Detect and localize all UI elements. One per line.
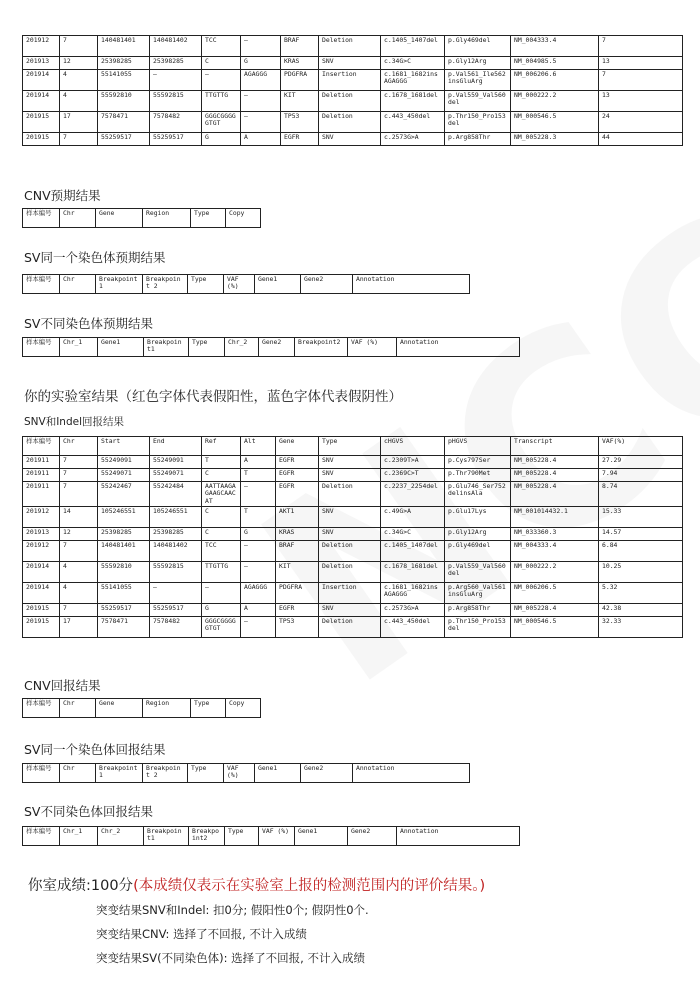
table-cell: G: [202, 133, 241, 146]
col-header: Gene2: [259, 338, 295, 357]
table-cell: c.1678_1681del: [381, 562, 445, 583]
table-cell: p.Gly469del: [445, 36, 511, 57]
table-row: [23, 70, 683, 91]
table-cell: 6.84: [599, 541, 683, 562]
table-cell: 55242484: [150, 482, 202, 507]
table-cell: G: [241, 528, 276, 541]
table-cell: NM_005228.3: [511, 133, 599, 146]
sv-diff-report-heading: SV不同染色体回报结果: [24, 804, 153, 819]
table-cell: p.Gly12Arg: [445, 57, 511, 70]
table-cell: 55259517: [98, 133, 150, 146]
table-cell: —: [241, 482, 276, 507]
col-header: Breakpoint2: [295, 338, 348, 357]
table-cell: PDGFRA: [276, 583, 319, 604]
table-cell: G: [241, 57, 281, 70]
table-cell: 201915: [23, 617, 60, 638]
col-header: VAF (%): [259, 827, 295, 846]
table-cell: 201912: [23, 541, 60, 562]
table-cell: PDGFRA: [281, 70, 319, 91]
table-cell: 7578471: [98, 617, 150, 638]
snv-indel-report-heading: SNV和Indel回报结果: [24, 416, 124, 428]
table-cell: p.Gly469del: [445, 541, 511, 562]
col-header: Type: [188, 764, 224, 783]
table-cell: 201912: [23, 507, 60, 528]
table-cell: —: [241, 112, 281, 133]
col-header: 样本编号: [23, 437, 60, 456]
table-cell: EGFR: [281, 133, 319, 146]
table-cell: NM_005228.4: [511, 469, 599, 482]
cnv-expected-table: [22, 208, 261, 228]
table-cell: —: [202, 583, 241, 604]
col-header: Region: [143, 699, 191, 718]
col-header: Chr: [60, 209, 96, 228]
table-cell: 140481401: [98, 541, 150, 562]
table-cell: NM_005228.4: [511, 482, 599, 507]
table-cell: Insertion: [319, 583, 381, 604]
table-cell: EGFR: [276, 469, 319, 482]
col-header: 样本编号: [23, 275, 60, 294]
table-cell: p.Glu746_Ser752delinsAla: [445, 482, 511, 507]
table-cell: 7: [60, 469, 98, 482]
col-header: VAF (%): [224, 275, 255, 294]
sv-diff-expected-header-row: [23, 338, 520, 357]
table-cell: 105246551: [98, 507, 150, 528]
table-cell: GGGCGGGGGTGT: [202, 112, 241, 133]
table-cell: —: [241, 91, 281, 112]
col-header: Type: [319, 437, 381, 456]
table-cell: 7: [60, 541, 98, 562]
table-cell: 7: [599, 70, 683, 91]
table-cell: T: [241, 507, 276, 528]
table-cell: AGAGGG: [241, 583, 276, 604]
table-cell: 201915: [23, 604, 60, 617]
score-label: 你室成绩:100分: [28, 878, 134, 894]
table-cell: 25398285: [98, 528, 150, 541]
col-header: Chr: [60, 764, 96, 783]
table-row: [23, 36, 683, 57]
sv-same-report-table: [22, 763, 470, 783]
table-cell: 55249071: [150, 469, 202, 482]
col-header: Chr_2: [98, 827, 144, 846]
table-cell: 42.38: [599, 604, 683, 617]
lab-results-heading: 你的实验室结果（红色字体代表假阳性，蓝色字体代表假阴性）: [24, 389, 402, 405]
sv-diff-report-header-row: [23, 827, 520, 846]
table-cell: Deletion: [319, 112, 381, 133]
table-row: [23, 528, 683, 541]
table-row: [23, 604, 683, 617]
table-cell: 140481402: [150, 541, 202, 562]
table-cell: 201913: [23, 528, 60, 541]
col-header: Type: [191, 209, 226, 228]
table-cell: T: [202, 456, 241, 469]
table-cell: SNV: [319, 133, 381, 146]
lab-score: [28, 874, 485, 895]
col-header: Type: [189, 338, 225, 357]
table-cell: AKT1: [276, 507, 319, 528]
table-cell: NM_004985.5: [511, 57, 599, 70]
sv-same-expected-header-row: [23, 275, 470, 294]
col-header: Annotation: [353, 764, 470, 783]
col-header: 样本编号: [23, 209, 60, 228]
snv-expected-table: [22, 35, 683, 146]
table-cell: Deletion: [319, 482, 381, 507]
table-cell: 55242467: [98, 482, 150, 507]
table-cell: TCC: [202, 36, 241, 57]
table-cell: EGFR: [276, 456, 319, 469]
col-header: Region: [143, 209, 191, 228]
table-cell: BRAF: [276, 541, 319, 562]
table-cell: —: [150, 583, 202, 604]
col-header: 样本编号: [23, 699, 60, 718]
table-row: [23, 91, 683, 112]
table-cell: 55259517: [150, 604, 202, 617]
table-cell: NM_005228.4: [511, 604, 599, 617]
table-cell: 7.94: [599, 469, 683, 482]
table-row: [23, 57, 683, 70]
table-cell: 14: [60, 507, 98, 528]
table-cell: Deletion: [319, 541, 381, 562]
cnv-report-heading: CNV回报结果: [24, 678, 101, 693]
table-cell: TP53: [276, 617, 319, 638]
col-header: cHGVS: [381, 437, 445, 456]
table-cell: 5.32: [599, 583, 683, 604]
table-cell: 7: [599, 36, 683, 57]
table-cell: p.Arg858Thr: [445, 604, 511, 617]
col-header: Chr: [60, 699, 96, 718]
col-header: Alt: [241, 437, 276, 456]
sv-diff-expected-table: [22, 337, 520, 357]
table-cell: 25398285: [98, 57, 150, 70]
col-header: Breakpoint1: [144, 827, 189, 846]
table-row: [23, 469, 683, 482]
col-header: 样本编号: [23, 827, 60, 846]
table-cell: SNV: [319, 456, 381, 469]
table-cell: 55141055: [98, 583, 150, 604]
col-header: Copy: [226, 209, 261, 228]
table-cell: 32.33: [599, 617, 683, 638]
col-header: Type: [225, 827, 259, 846]
table-cell: 55592815: [150, 562, 202, 583]
table-cell: 7578482: [150, 112, 202, 133]
table-cell: NM_004333.4: [511, 541, 599, 562]
table-cell: NM_001014432.1: [511, 507, 599, 528]
table-cell: KIT: [281, 91, 319, 112]
col-header: Gene2: [301, 275, 353, 294]
table-cell: c.1405_1407del: [381, 541, 445, 562]
col-header: Ref: [202, 437, 241, 456]
table-cell: 105246551: [150, 507, 202, 528]
table-cell: KRAS: [276, 528, 319, 541]
table-cell: C: [202, 57, 241, 70]
sv-same-expected-table: [22, 274, 470, 294]
table-cell: KIT: [276, 562, 319, 583]
table-cell: AATTAAGAGAAGCAACAT: [202, 482, 241, 507]
table-cell: 12: [60, 57, 98, 70]
table-cell: G: [202, 604, 241, 617]
col-header: 样本编号: [23, 338, 60, 357]
table-cell: NM_000222.2: [511, 562, 599, 583]
table-cell: c.2573G>A: [381, 604, 445, 617]
col-header: Type: [188, 275, 224, 294]
table-cell: 4: [60, 562, 98, 583]
col-header: Breakpoint 2: [143, 275, 188, 294]
table-cell: KRAS: [281, 57, 319, 70]
table-cell: p.Thr150_Pro153del: [445, 617, 511, 638]
table-cell: Deletion: [319, 36, 381, 57]
table-cell: NM_004333.4: [511, 36, 599, 57]
table-cell: 15.33: [599, 507, 683, 528]
table-cell: c.443_450del: [381, 617, 445, 638]
col-header: Annotation: [353, 275, 470, 294]
table-cell: TTGTTG: [202, 91, 241, 112]
table-cell: p.Val561_Ile562insGluArg: [445, 70, 511, 91]
table-cell: Deletion: [319, 91, 381, 112]
table-cell: 17: [60, 617, 98, 638]
sv-diff-report-table: [22, 826, 520, 846]
table-cell: TCC: [202, 541, 241, 562]
snv-report-table: [22, 436, 683, 638]
table-row: [23, 562, 683, 583]
table-cell: 201911: [23, 456, 60, 469]
table-cell: 8.74: [599, 482, 683, 507]
table-cell: c.2573G>A: [381, 133, 445, 146]
table-cell: 55259517: [98, 604, 150, 617]
table-row: [23, 507, 683, 528]
table-cell: p.Arg560_Val561insGluArg: [445, 583, 511, 604]
col-header: Transcript: [511, 437, 599, 456]
table-cell: c.2237_2254del: [381, 482, 445, 507]
table-cell: Deletion: [319, 617, 381, 638]
table-cell: c.49G>A: [381, 507, 445, 528]
col-header: Annotation: [397, 827, 520, 846]
table-cell: 55592810: [98, 562, 150, 583]
table-row: [23, 482, 683, 507]
table-cell: A: [241, 133, 281, 146]
table-cell: 55592810: [98, 91, 150, 112]
table-cell: NM_000546.5: [511, 112, 599, 133]
col-header: 样本编号: [23, 764, 60, 783]
table-cell: c.1681_1682insAGAGGG: [381, 70, 445, 91]
table-cell: NM_033360.3: [511, 528, 599, 541]
table-cell: GGGCGGGGGTGT: [202, 617, 241, 638]
table-cell: 25398285: [150, 57, 202, 70]
table-cell: A: [241, 604, 276, 617]
table-cell: A: [241, 456, 276, 469]
sv-same-report-header-row: [23, 764, 470, 783]
table-cell: SNV: [319, 528, 381, 541]
table-cell: 201913: [23, 57, 60, 70]
score-line-sv: 突变结果SV(不同染色体): 选择了不回报, 不计入成绩: [96, 951, 365, 965]
col-header: End: [150, 437, 202, 456]
col-header: Chr_2: [225, 338, 259, 357]
table-cell: p.Thr150_Pro153del: [445, 112, 511, 133]
table-cell: NM_006206.5: [511, 583, 599, 604]
table-cell: C: [202, 507, 241, 528]
col-header: Gene: [96, 209, 143, 228]
table-cell: EGFR: [276, 604, 319, 617]
col-header: Chr: [60, 275, 96, 294]
col-header: Gene: [96, 699, 143, 718]
col-header: VAF (%): [224, 764, 255, 783]
table-cell: 201911: [23, 482, 60, 507]
col-header: Gene1: [98, 338, 144, 357]
table-cell: 201912: [23, 36, 60, 57]
col-header: Copy: [226, 699, 261, 718]
table-row: [23, 583, 683, 604]
table-cell: —: [241, 36, 281, 57]
col-header: Chr_1: [60, 827, 98, 846]
table-cell: 7: [60, 36, 98, 57]
table-cell: 7: [60, 604, 98, 617]
table-cell: SNV: [319, 604, 381, 617]
table-cell: 55249071: [98, 469, 150, 482]
table-cell: p.Thr790Met: [445, 469, 511, 482]
col-header: Breakpoint 1: [96, 275, 143, 294]
col-header: Gene2: [301, 764, 353, 783]
table-cell: NM_005228.4: [511, 456, 599, 469]
table-cell: p.Gly12Arg: [445, 528, 511, 541]
table-row: [23, 112, 683, 133]
cnv-report-table: [22, 698, 261, 718]
table-cell: 27.29: [599, 456, 683, 469]
table-cell: p.Cys797Ser: [445, 456, 511, 469]
table-cell: T: [241, 469, 276, 482]
snv-report-header-row: [23, 437, 683, 456]
table-cell: 55249091: [150, 456, 202, 469]
table-cell: C: [202, 469, 241, 482]
table-cell: C: [202, 528, 241, 541]
cnv-expected-header-row: [23, 209, 261, 228]
col-header: Annotation: [397, 338, 520, 357]
col-header: Type: [191, 699, 226, 718]
table-cell: p.Arg858Thr: [445, 133, 511, 146]
table-cell: 201911: [23, 469, 60, 482]
score-note: (本成绩仅表示在实验室上报的检测范围内的评价结果。): [133, 878, 486, 894]
col-header: Chr: [60, 437, 98, 456]
col-header: Start: [98, 437, 150, 456]
table-cell: AGAGGG: [241, 70, 281, 91]
col-header: pHGVS: [445, 437, 511, 456]
table-cell: c.1405_1407del: [381, 36, 445, 57]
col-header: Gene2: [348, 827, 397, 846]
sv-diff-expected-heading: SV不同染色体预期结果: [24, 316, 153, 331]
table-row: [23, 456, 683, 469]
table-cell: 55592815: [150, 91, 202, 112]
table-cell: c.34G>C: [381, 57, 445, 70]
table-cell: p.Val559_Val560del: [445, 91, 511, 112]
table-cell: —: [150, 70, 202, 91]
table-cell: 24: [599, 112, 683, 133]
col-header: Chr_1: [60, 338, 98, 357]
table-cell: 7: [60, 133, 98, 146]
table-cell: 55141055: [98, 70, 150, 91]
table-cell: 201914: [23, 562, 60, 583]
table-cell: 4: [60, 583, 98, 604]
table-cell: 55249091: [98, 456, 150, 469]
table-cell: Insertion: [319, 70, 381, 91]
table-cell: 201915: [23, 133, 60, 146]
table-cell: c.1678_1681del: [381, 91, 445, 112]
col-header: Breakpoint 1: [96, 764, 143, 783]
cnv-report-header-row: [23, 699, 261, 718]
table-cell: TP53: [281, 112, 319, 133]
table-cell: SNV: [319, 57, 381, 70]
table-cell: 140481401: [98, 36, 150, 57]
table-cell: c.1681_1682insAGAGGG: [381, 583, 445, 604]
table-cell: NM_006206.6: [511, 70, 599, 91]
sv-same-report-heading: SV同一个染色体回报结果: [24, 742, 166, 757]
table-cell: SNV: [319, 507, 381, 528]
table-cell: 7578482: [150, 617, 202, 638]
table-cell: 7: [60, 482, 98, 507]
table-cell: 201915: [23, 112, 60, 133]
table-cell: —: [241, 617, 276, 638]
col-header: Gene1: [295, 827, 348, 846]
col-header: Breakpoint1: [144, 338, 189, 357]
table-cell: 14.57: [599, 528, 683, 541]
table-cell: 10.25: [599, 562, 683, 583]
table-cell: NM_000222.2: [511, 91, 599, 112]
table-cell: —: [241, 562, 276, 583]
table-row: [23, 541, 683, 562]
table-cell: c.2369C>T: [381, 469, 445, 482]
table-cell: c.2309T>A: [381, 456, 445, 469]
table-cell: p.Val559_Val560del: [445, 562, 511, 583]
table-cell: 7: [60, 456, 98, 469]
col-header: VAF(%): [599, 437, 683, 456]
table-cell: 201914: [23, 583, 60, 604]
table-cell: c.443_450del: [381, 112, 445, 133]
table-cell: 55259517: [150, 133, 202, 146]
score-line-cnv: 突变结果CNV: 选择了不回报, 不计入成绩: [96, 927, 307, 941]
sv-same-expected-heading: SV同一个染色体预期结果: [24, 250, 166, 265]
table-cell: 44: [599, 133, 683, 146]
table-cell: 201914: [23, 70, 60, 91]
table-cell: SNV: [319, 469, 381, 482]
table-cell: 140481402: [150, 36, 202, 57]
col-header: Gene1: [255, 764, 301, 783]
table-cell: EGFR: [276, 482, 319, 507]
table-cell: BRAF: [281, 36, 319, 57]
table-cell: 25398285: [150, 528, 202, 541]
table-cell: 13: [599, 91, 683, 112]
cnv-expected-heading: CNV预期结果: [24, 188, 101, 203]
table-cell: c.34G>C: [381, 528, 445, 541]
table-cell: —: [202, 70, 241, 91]
table-cell: —: [241, 541, 276, 562]
col-header: VAF (%): [348, 338, 397, 357]
table-cell: 13: [599, 57, 683, 70]
table-cell: Deletion: [319, 562, 381, 583]
table-cell: NM_000546.5: [511, 617, 599, 638]
score-line-snv: 突变结果SNV和Indel: 扣0分; 假阳性0个; 假阴性0个.: [96, 903, 369, 917]
col-header: Gene1: [255, 275, 301, 294]
table-cell: 12: [60, 528, 98, 541]
table-cell: 4: [60, 70, 98, 91]
table-cell: 17: [60, 112, 98, 133]
col-header: Breakpoint 2: [143, 764, 188, 783]
table-cell: 7578471: [98, 112, 150, 133]
table-cell: 4: [60, 91, 98, 112]
col-header: Gene: [276, 437, 319, 456]
table-row: [23, 617, 683, 638]
table-cell: 201914: [23, 91, 60, 112]
table-cell: TTGTTG: [202, 562, 241, 583]
col-header: Breakpoint2: [189, 827, 225, 846]
table-cell: p.Glu17Lys: [445, 507, 511, 528]
table-row: [23, 133, 683, 146]
